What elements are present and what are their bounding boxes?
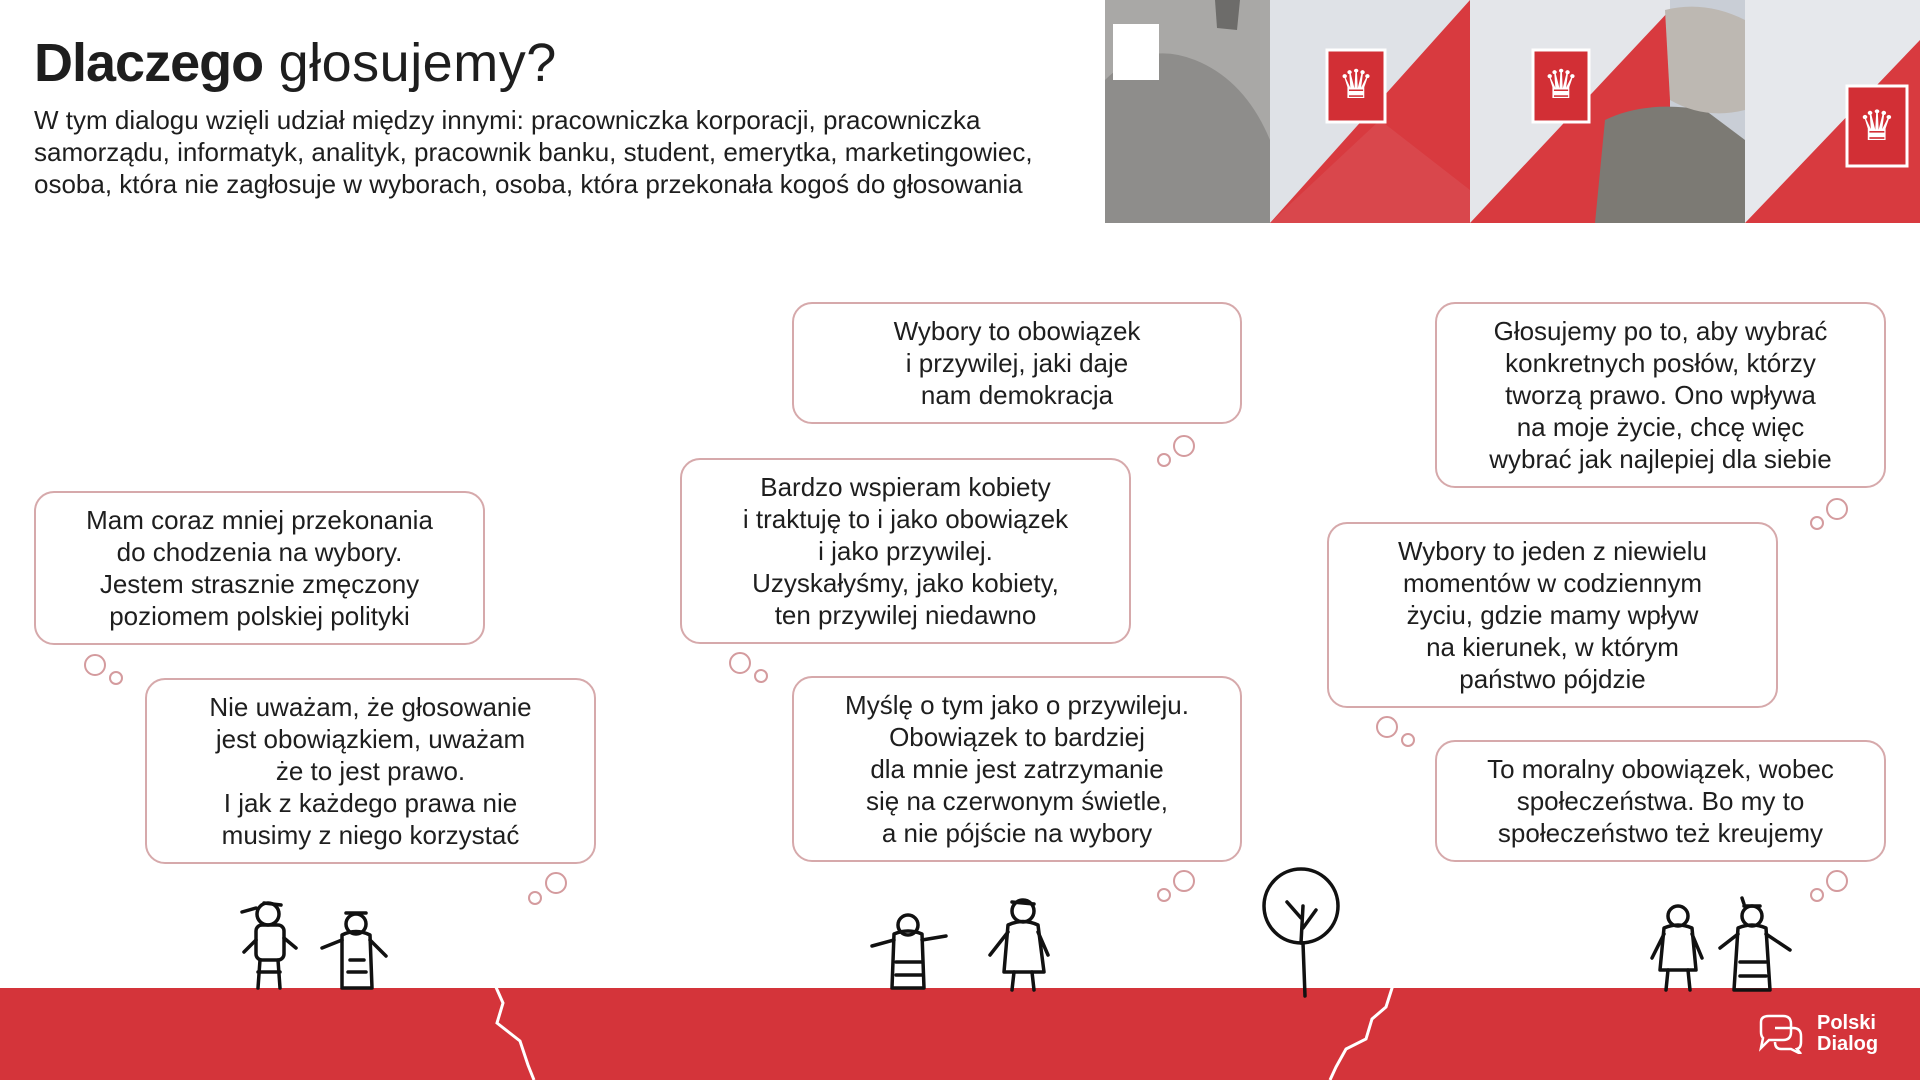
polski-dialog-logo [1755,1013,1878,1055]
thought-dot [1157,888,1171,902]
svg-text:♛: ♛ [1338,62,1374,108]
thought-dot [109,671,123,685]
quote-bubble-choose-mps: Głosujemy po to, aby wybrać konkretnych posłów, którzy tworzą prawo. Ono wpływa na moje życie, chcę więc wybrać jak najlepiej dla siebie [1435,302,1886,488]
thought-dot [729,652,751,674]
title-rest: głosujemy? [278,33,557,93]
svg-text:♛: ♛ [1858,101,1896,150]
title-bold: Dlaczego [34,33,264,93]
page-title [34,28,557,98]
quote-bubble-support-women: Bardzo wspieram kobiety i traktuję to i jako obowiązek i jako przywilej. Uzyskałyśmy, jako kobiety, ten przywilej niedawno [680,458,1131,644]
red-ground-band [0,985,1920,1080]
thought-dot [528,891,542,905]
tree-doodle [1264,869,1338,996]
thought-dot [1376,716,1398,738]
voting-booths-photo [1105,0,1920,223]
thought-dot [545,872,567,894]
thought-dot [1826,870,1848,892]
person-doodle [872,915,946,988]
thought-dot [1173,870,1195,892]
person-doodle [322,913,386,988]
quote-bubble-red-light: Myślę o tym jako o przywileju. Obowiązek to bardziej dla mnie jest zatrzymanie się na czerwonym świetle, a nie pójście na wybory [792,676,1242,862]
quote-bubble-influence: Wybory to jeden z niewielu momentów w codziennym życiu, gdzie mamy wpływ na kierunek, w którym państwo pójdzie [1327,522,1778,708]
person-doodle [242,903,296,988]
thought-dot [1173,435,1195,457]
thought-dot [84,654,106,676]
person-doodle [1652,906,1702,990]
thought-dot [1157,453,1171,467]
logo-text: Polski Dialog [1817,1012,1879,1055]
quote-bubble-right-not-duty: Nie uważam, że głosowanie jest obowiązkiem, uważam że to jest prawo. I jak z każdego prawa nie musimy z niego korzystać [145,678,596,864]
quote-bubble-obligation-privilege: Wybory to obowiązek i przywilej, jaki daje nam demokracja [792,302,1242,424]
quote-bubble-moral-duty: To moralny obowiązek, wobec społeczeństwa. Bo my to społeczeństwo też kreujemy [1435,740,1886,862]
thought-dot [754,669,768,683]
participants-description: W tym dialogu wzięli udział między innymi: pracowniczka korporacji, pracowniczka samorządu, informatyk, analityk, pracownik banku, student, emerytka, marketingowiec, osoba, która nie zagłosuje w wyborach, osoba, która przekonała kogoś do głosowania [34,105,1033,199]
svg-text:♛: ♛ [1543,62,1579,108]
thought-dot [1401,733,1415,747]
person-doodle [1720,898,1790,990]
person-doodle [990,900,1048,990]
quote-bubble-tired-politics: Mam coraz mniej przekonania do chodzenia na wybory. Jestem strasznie zmęczony poziomem polskiej polityki [34,491,485,645]
speech-bubbles-icon [1755,1014,1807,1054]
thought-dot [1810,888,1824,902]
thought-dot [1810,516,1824,530]
thought-dot [1826,498,1848,520]
